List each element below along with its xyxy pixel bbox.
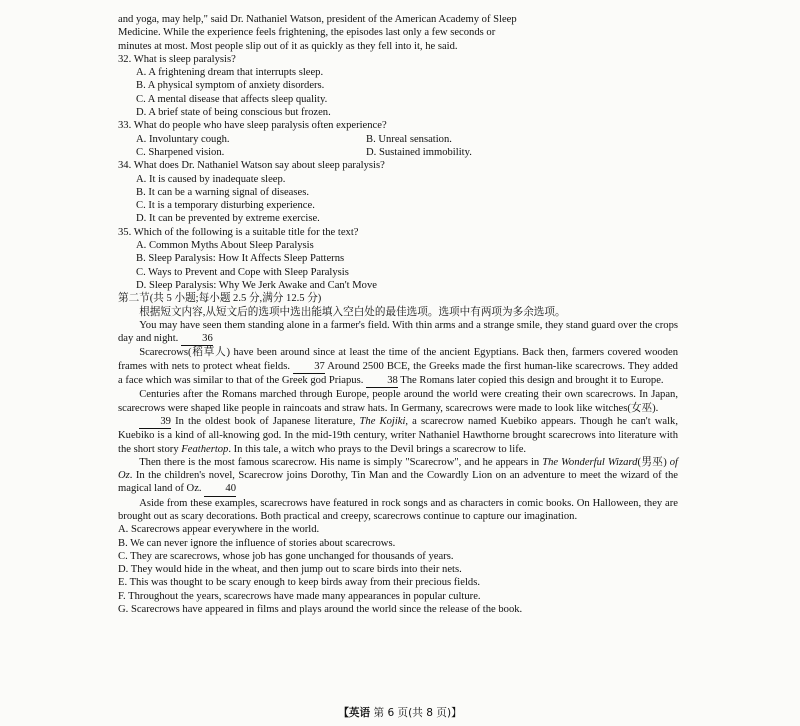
q34-option-a: A. It is caused by inadequate sleep. — [136, 173, 286, 185]
passage-paragraph-6: Aside from these examples, scarecrows have featured in rock songs and as characters in comic books. On Halloween, they are brought out as scary decorations. Both practical and creepy, scarecrows continue to capture our imagination. — [118, 497, 678, 522]
blank-40: 40 — [204, 482, 236, 496]
section-instruction: 根据短文内容,从短文后的选项中选出能填入空白处的最佳选项。选项中有两项为多余选项。 — [139, 306, 566, 318]
q32-option-d: D. A brief state of being conscious but frozen. — [136, 107, 331, 119]
passage-paragraph-3: Centuries after the Romans marched through Europe, people around the world were creating their own scarecrows. In Japan, scarecrows were shaped like people in raincoats and straw hats. In Germany, scarecrows were made to look like witches(女巫). — [118, 389, 678, 414]
choice-f: F. Throughout the years, scarecrows have made many appearances in popular culture. — [118, 590, 481, 602]
passage-paragraph-1 — [118, 319, 678, 347]
blank-37: 37 — [293, 360, 325, 374]
q33-options-row — [118, 133, 678, 146]
q32-option-c: C. A mental disease that affects sleep quality. — [136, 93, 328, 105]
q35-option-b: B. Sleep Paralysis: How It Affects Sleep Patterns — [136, 253, 345, 265]
passage-text: The Romans later copied this design and brought it to Europe. — [400, 375, 664, 387]
passage-text: , a scarecrow named Kuebiko appears. Though he can't walk, Kuebiko is a kind of all-knowing god. In the mid-19th century, writer Nathaniel Hawthorne brought scarecrows into literature with the short story — [118, 415, 678, 455]
book-title-oz: of Oz — [118, 456, 678, 482]
passage-text: You may have seen them standing alone in a farmer's field. With thin arms and a strange smile, they stand guard over the crops day and night. — [118, 319, 678, 345]
intro-line: minutes at most. Most people slip out of it as quickly as they fell into it, he said. — [118, 40, 458, 52]
choice-g: G. Scarecrows have appeared in films and plays around the world since the release of the book. — [118, 604, 523, 616]
passage-text: Scarecrows(稻草人) have been around since at least the time of the ancient Egyptians. Back then, farmers covered wooden frames with nets to protect wheat fields. — [118, 347, 678, 372]
passage-text: Around 2500 BCE, the Greeks made the first human-like scarecrows. They added a face which was similar to that of the Greek god Priapus. — [118, 360, 678, 387]
q33-option-d: D. Sustained immobility. — [366, 146, 472, 158]
q34-option-d: D. It can be prevented by extreme exercise. — [136, 213, 320, 225]
passage-text: In the oldest book of Japanese literature, — [175, 415, 356, 427]
question-35-stem: 35. Which of the following is a suitable title for the text? — [118, 226, 359, 238]
book-title-wizard: The Wonderful Wizard — [542, 456, 638, 468]
choice-d: D. They would hide in the wheat, and then jump out to scare birds into their nets. — [118, 564, 462, 576]
choice-b: B. We can never ignore the influence of stories about scarecrows. — [118, 537, 396, 549]
q33-option-c: C. Sharpened vision. — [136, 146, 225, 158]
q35-option-c: C. Ways to Prevent and Cope with Sleep Paralysis — [136, 266, 349, 278]
q33-option-b: B. Unreal sensation. — [366, 133, 452, 145]
question-33-stem: 33. What do people who have sleep paralysis often experience? — [118, 120, 387, 132]
question-32-stem: 32. What is sleep paralysis? — [118, 53, 236, 65]
q34-option-c: C. It is a temporary disturbing experience. — [136, 200, 315, 212]
choice-e: E. This was thought to be scary enough to keep birds away from their precious fields. — [118, 577, 480, 589]
passage-paragraph-2 — [118, 346, 678, 388]
passage-gloss: (男巫) — [637, 456, 667, 468]
footer-page-number: 第 6 页(共 8 页)】 — [373, 707, 462, 719]
passage-text: Then there is the most famous scarecrow. His name is simply "Scarecrow", and he appears in — [139, 456, 540, 468]
passage-text: . In the children's novel, Scarecrow joins Dorothy, Tin Man and the Cowardly Lion on an adventure to meet the wizard of the magical land of Oz. — [118, 470, 678, 495]
blank-39: 39 — [139, 415, 171, 429]
page-content — [118, 13, 678, 616]
blank-38: 38 — [366, 374, 398, 388]
q33-options-row — [118, 146, 678, 159]
story-title-feathertop: Feathertop — [181, 443, 229, 455]
intro-line: Medicine. While the experience feels frightening, the episodes last only a few seconds or — [118, 27, 496, 39]
book-title-kojiki: The Kojiki — [359, 415, 406, 427]
q32-option-a: A. A frightening dream that interrupts sleep. — [136, 67, 324, 79]
passage-paragraph-5 — [118, 456, 678, 497]
choice-c: C. They are scarecrows, whose job has gone unchanged for thousands of years. — [118, 550, 454, 562]
blank-36: 36 — [181, 332, 213, 346]
q33-option-a: A. Involuntary cough. — [136, 133, 230, 145]
intro-line: and yoga, may help," said Dr. Nathaniel Watson, president of the American Academy of Sleep — [118, 14, 517, 25]
footer-subject: 【英语 — [338, 707, 371, 719]
question-34-stem: 34. What does Dr. Nathaniel Watson say about sleep paralysis? — [118, 160, 385, 172]
q34-option-b: B. It can be a warning signal of diseases. — [136, 186, 309, 198]
q35-option-a: A. Common Myths About Sleep Paralysis — [136, 240, 314, 252]
q35-option-d: D. Sleep Paralysis: Why We Jerk Awake and Can't Move — [136, 279, 377, 291]
passage-text: . In this tale, a witch who prays to the Devil brings a scarecrow to life. — [228, 443, 527, 455]
passage-paragraph-4 — [118, 415, 678, 456]
q32-option-b: B. A physical symptom of anxiety disorders. — [136, 80, 325, 92]
page-footer — [0, 705, 800, 720]
choice-a: A. Scarecrows appear everywhere in the world. — [118, 524, 320, 536]
section-heading: 第二节(共 5 小题;每小题 2.5 分,满分 12.5 分) — [118, 293, 322, 305]
